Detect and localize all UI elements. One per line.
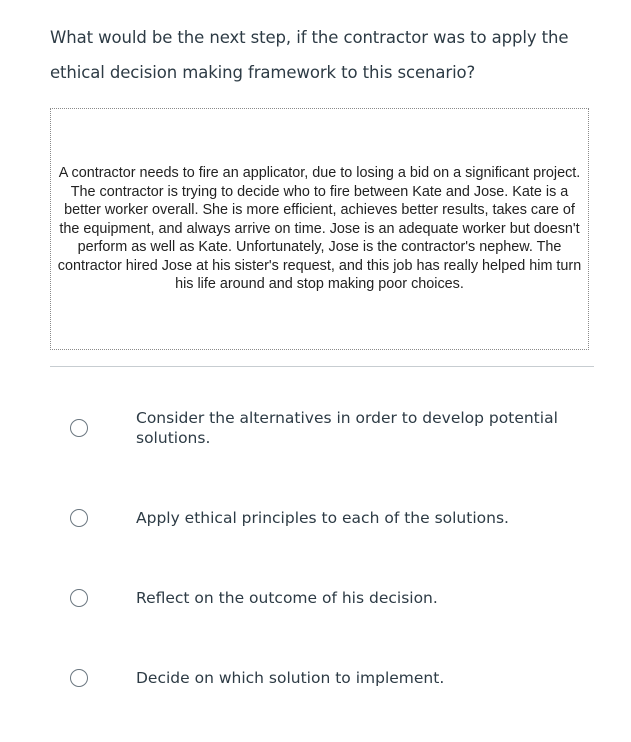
radio-button-2[interactable] <box>70 509 88 527</box>
radio-button-1[interactable] <box>70 419 88 437</box>
scenario-text: A contractor needs to fire an applicator, due to losing a bid on a significant project. The contractor is trying to decide who to fire between Kate and Jose. Kate is a better worker overall. She is more efficient, achieves better results, takes care of the equipment, and always arrive on time. Jose is an adequate worker but doesn't perform as well as Kate. Unfortunately, Jose is the contractor's nephew. The contractor hired Jose at his sister's request, and this job has really helped him turn his life around and stop making poor choices. <box>57 164 582 293</box>
answer-option-2-label[interactable]: Apply ethical principles to each of the solutions. <box>136 509 509 527</box>
question-text: What would be the next step, if the contractor was to apply the ethical decision making framework to this scenario? <box>50 28 569 82</box>
answer-option-3-label[interactable]: Reflect on the outcome of his decision. <box>136 589 438 607</box>
divider <box>50 366 594 367</box>
answer-option-1-label[interactable]: Consider the alternatives in order to develop potential solutions. <box>136 409 558 447</box>
answer-option-4-label[interactable]: Decide on which solution to implement. <box>136 669 445 687</box>
radio-button-4[interactable] <box>70 669 88 687</box>
scenario-box <box>50 108 589 350</box>
radio-button-3[interactable] <box>70 589 88 607</box>
